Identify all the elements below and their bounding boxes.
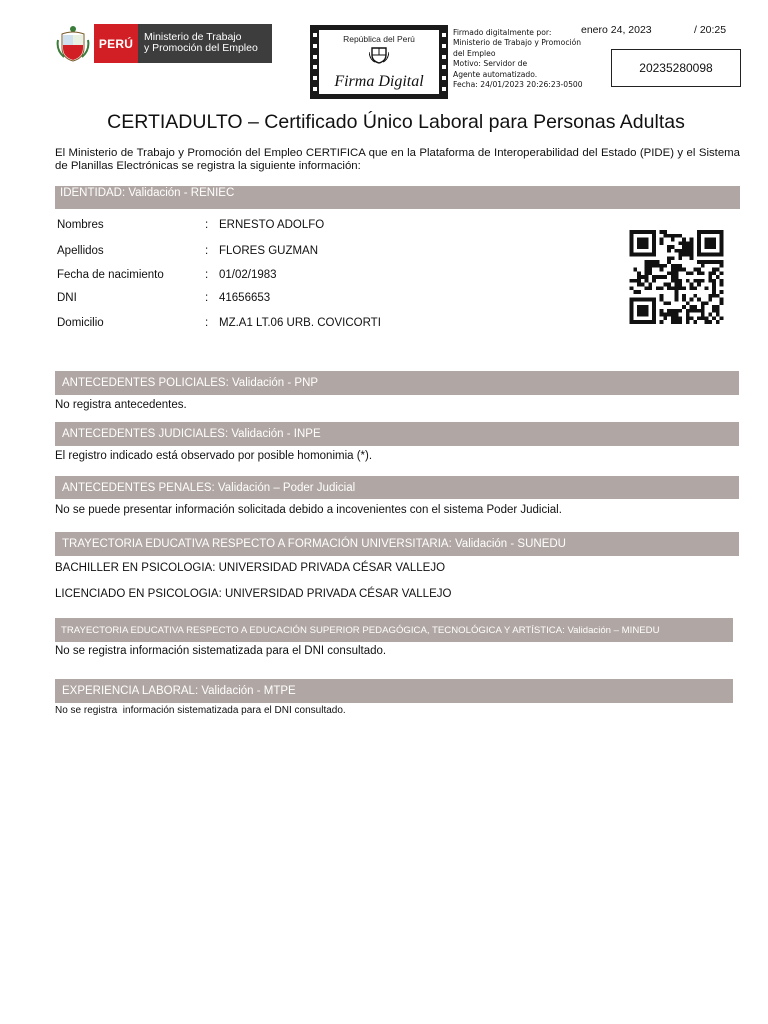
- penales-text: No se puede presentar información solicitada debido a incovenientes con el sistema Poder Judicial.: [55, 504, 562, 516]
- identity-label: DNI: [57, 292, 77, 304]
- signature-line: Firmado digitalmente por:: [453, 28, 552, 37]
- section-header-superior: TRAYECTORIA EDUCATIVA RESPECTO A EDUCACIÓN SUPERIOR PEDAGÓGICA, TECNOLÓGICA Y ARTÍSTICA: Validación – MINEDU: [55, 618, 733, 642]
- signature-line: Motivo: Servidor de: [453, 59, 528, 69]
- signature-line: del Empleo: [453, 48, 496, 58]
- identity-value: MZ.A1 LT.06 URB. COVICORTI: [219, 317, 381, 329]
- peru-label: PERÚ: [94, 24, 138, 63]
- signature-info: [453, 28, 603, 90]
- stamp-republic: República del Perú: [343, 34, 415, 44]
- qr-code-icon: [627, 230, 726, 324]
- ministry-line-1: Ministerio de Trabajo: [144, 31, 242, 43]
- identity-value: 01/02/1983: [219, 269, 277, 281]
- judiciales-text: El registro indicado está observado por posible homonimia (*).: [55, 450, 373, 462]
- identity-label: Nombres: [57, 219, 104, 231]
- stamp-firma-digital: Firma Digital: [334, 73, 424, 90]
- identity-colon: :: [205, 292, 209, 304]
- certificate-code: 20235280098: [611, 49, 741, 87]
- issue-date: enero 24, 2023: [581, 24, 652, 36]
- identity-label: Domicilio: [57, 317, 104, 329]
- issue-time: / 20:25: [694, 24, 727, 36]
- ministry-line-2: y Promoción del Empleo: [144, 42, 258, 54]
- identity-colon: :: [205, 317, 209, 329]
- identity-value: 41656653: [219, 292, 271, 304]
- coat-of-arms-icon: [56, 24, 90, 63]
- signature-line: Agente automatizado.: [453, 69, 538, 79]
- identity-colon: :: [205, 245, 209, 257]
- identity-label: Apellidos: [57, 245, 104, 257]
- degree-item: BACHILLER EN PSICOLOGIA: UNIVERSIDAD PRIVADA CÉSAR VALLEJO: [55, 562, 446, 574]
- shield-emblem-icon: [369, 46, 389, 64]
- signature-line: Ministerio de Trabajo y Promoción: [453, 38, 582, 48]
- section-header-judiciales: ANTECEDENTES JUDICIALES: Validación - INPE: [55, 422, 739, 446]
- ministry-name: [138, 24, 272, 63]
- identity-colon: :: [205, 219, 209, 231]
- identity-colon: :: [205, 269, 209, 281]
- section-header-identidad: IDENTIDAD: Validación - RENIEC: [55, 186, 740, 209]
- identity-label: Fecha de nacimiento: [57, 269, 164, 281]
- section-header-laboral: EXPERIENCIA LABORAL: Validación - MTPE: [55, 679, 733, 703]
- signature-line: Fecha: 24/01/2023 20:26:23-0500: [453, 80, 583, 90]
- identity-value: FLORES GUZMAN: [219, 245, 319, 257]
- ministry-logo: [56, 24, 272, 63]
- laboral-text: No se registra información sistematizada para el DNI consultado.: [55, 705, 346, 716]
- superior-text: No se registra información sistematizada para el DNI consultado.: [55, 645, 387, 657]
- section-header-penales: ANTECEDENTES PENALES: Validación – Poder Judicial: [55, 476, 739, 499]
- intro-paragraph: El Ministerio de Trabajo y Promoción del Empleo CERTIFICA que en la Plataforma de Interoperabilidad del Estado (PIDE) y el Sistema de Planillas Electrónicas se registra la siguiente información:: [55, 147, 740, 172]
- degree-item: LICENCIADO EN PSICOLOGIA: UNIVERSIDAD PRIVADA CÉSAR VALLEJO: [55, 588, 452, 600]
- document-title: CERTIADULTO – Certificado Único Laboral para Personas Adultas: [107, 111, 685, 133]
- section-header-policiales: ANTECEDENTES POLICIALES: Validación - PNP: [55, 371, 739, 395]
- identity-value: ERNESTO ADOLFO: [219, 219, 325, 231]
- policiales-text: No registra antecedentes.: [55, 399, 187, 411]
- section-header-universitaria: TRAYECTORIA EDUCATIVA RESPECTO A FORMACIÓN UNIVERSITARIA: Validación - SUNEDU: [55, 532, 739, 556]
- digital-signature-stamp: [310, 25, 448, 99]
